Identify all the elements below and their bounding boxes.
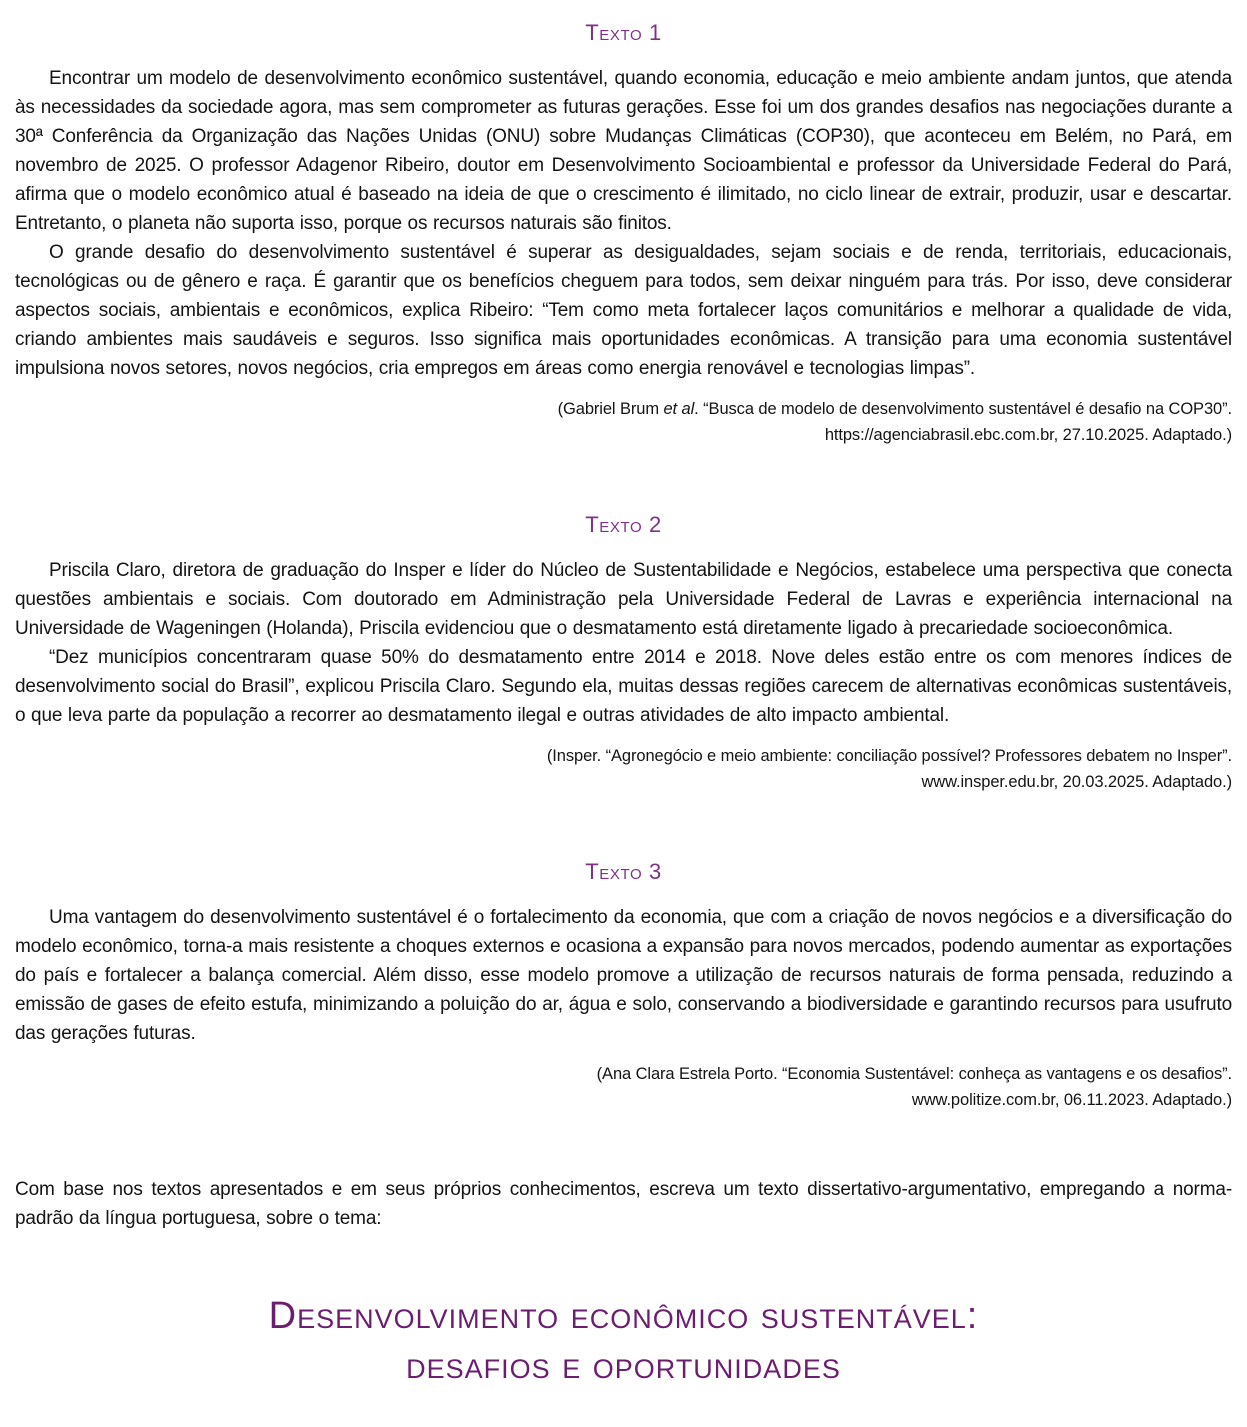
- texto3-paragraph-1: Uma vantagem do desenvolvimento sustentável é o fortalecimento da economia, que com a criação de novos negócios e a diversificação do modelo econômico, torna-a mais resistente a choques externos e ocasiona a expansão para novos mercados, podendo aumentar as exportações do país e fortalecer a balança comercial. Além disso, esse modelo promove a utilização de recursos naturais de forma pensada, reduzindo a emissão de gases de efeito estufa, minimizando a poluição do ar, água e solo, conservando a biodiversidade e garantindo recursos para usufruto das gerações futuras.: [15, 907, 1232, 1044]
- theme-line-1: Desenvolvimento econômico sustentável:: [268, 1295, 979, 1337]
- texto2-paragraph-2: “Dez municípios concentraram quase 50% do desmatamento entre 2014 e 2018. Nove deles estão entre os com menores índices de desenvolvimento social do Brasil”, explicou Priscila Claro. Segundo ela, muitas dessas regiões carecem de alternativas econômicas sustentáveis, o que leva parte da população a recorrer ao desmatamento ilegal e outras atividades de alto impacto ambiental.: [15, 647, 1232, 726]
- texto1-paragraph-2: O grande desafio do desenvolvimento sustentável é superar as desigualdades, sejam sociais e de renda, territoriais, educacionais, tecnológicas ou de gênero e raça. É garantir que os benefícios cheguem para todos, sem deixar ninguém para trás. Por isso, deve considerar aspectos sociais, ambientais e econômicos, explica Ribeiro: “Tem como meta fortalecer laços comunitários e melhorar a qualidade de vida, criando ambientes mais saudáveis e seguros. Isso significa mais oportunidades econômicas. A transição para uma economia sustentável impulsiona novos setores, novos negócios, cria empregos em áreas como energia renovável e tecnologias limpas”.: [15, 242, 1232, 379]
- texto2-heading: Texto 2: [585, 512, 662, 537]
- citation-line-2: https://agenciabrasil.ebc.com.br, 27.10.2025. Adaptado.): [824, 426, 1232, 444]
- citation-line-1: (Ana Clara Estrela Porto. “Economia Sustentável: conheça as vantagens e os desafios”.: [596, 1065, 1232, 1083]
- theme-line-2: desafios e oportunidades: [406, 1345, 841, 1387]
- texto1-heading: Texto 1: [585, 20, 662, 45]
- citation-line-1: (Insper. “Agronegócio e meio ambiente: conciliação possível? Professores debatem no Insper”.: [546, 747, 1232, 765]
- texto3-section: [15, 859, 1232, 1113]
- texto1-section: [15, 20, 1232, 448]
- essay-theme-title: [15, 1295, 1232, 1387]
- texto3-citation: [15, 1061, 1232, 1113]
- essay-task-section: [15, 1175, 1232, 1387]
- essay-instruction: Com base nos textos apresentados e em seus próprios conhecimentos, escreva um texto dissertativo-argumentativo, empregando a norma-padrão da língua portuguesa, sobre o tema:: [15, 1179, 1232, 1229]
- texto1-citation: [15, 396, 1232, 448]
- texto2-citation: [15, 743, 1232, 795]
- citation-line-1: [15, 396, 1232, 422]
- citation-line-2: www.insper.edu.br, 20.03.2025. Adaptado.): [921, 773, 1232, 791]
- citation-et-al: et al: [663, 400, 695, 418]
- texto2-section: [15, 512, 1232, 795]
- citation-author: (Gabriel Brum: [557, 400, 664, 418]
- texto3-heading: Texto 3: [585, 859, 662, 884]
- texto1-paragraph-1: Encontrar um modelo de desenvolvimento econômico sustentável, quando economia, educação e meio ambiente andam juntos, que atenda às necessidades da sociedade agora, mas sem comprometer as futuras gerações. Esse foi um dos grandes desafios nas negociações durante a 30ª Conferência da Organização das Nações Unidas (ONU) sobre Mudanças Climáticas (COP30), que aconteceu em Belém, no Pará, em novembro de 2025. O professor Adagenor Ribeiro, doutor em Desenvolvimento Socioambiental e professor da Universidade Federal do Pará, afirma que o modelo econômico atual é baseado na ideia de que o crescimento é ilimitado, no ciclo linear de extrair, produzir, usar e descartar. Entretanto, o planeta não suporta isso, porque os recursos naturais são finitos.: [15, 68, 1232, 234]
- texto2-paragraph-1: Priscila Claro, diretora de graduação do Insper e líder do Núcleo de Sustentabilidade e Negócios, estabelece uma perspectiva que conecta questões ambientais e sociais. Com doutorado em Administração pela Universidade Federal de Lavras e experiência internacional na Universidade de Wageningen (Holanda), Priscila evidenciou que o desmatamento está diretamente ligado à precariedade socioeconômica.: [15, 560, 1232, 639]
- citation-title: . “Busca de modelo de desenvolvimento sustentável é desafio na COP30”.: [694, 400, 1232, 418]
- citation-line-2: www.politize.com.br, 06.11.2023. Adaptado.): [911, 1091, 1232, 1109]
